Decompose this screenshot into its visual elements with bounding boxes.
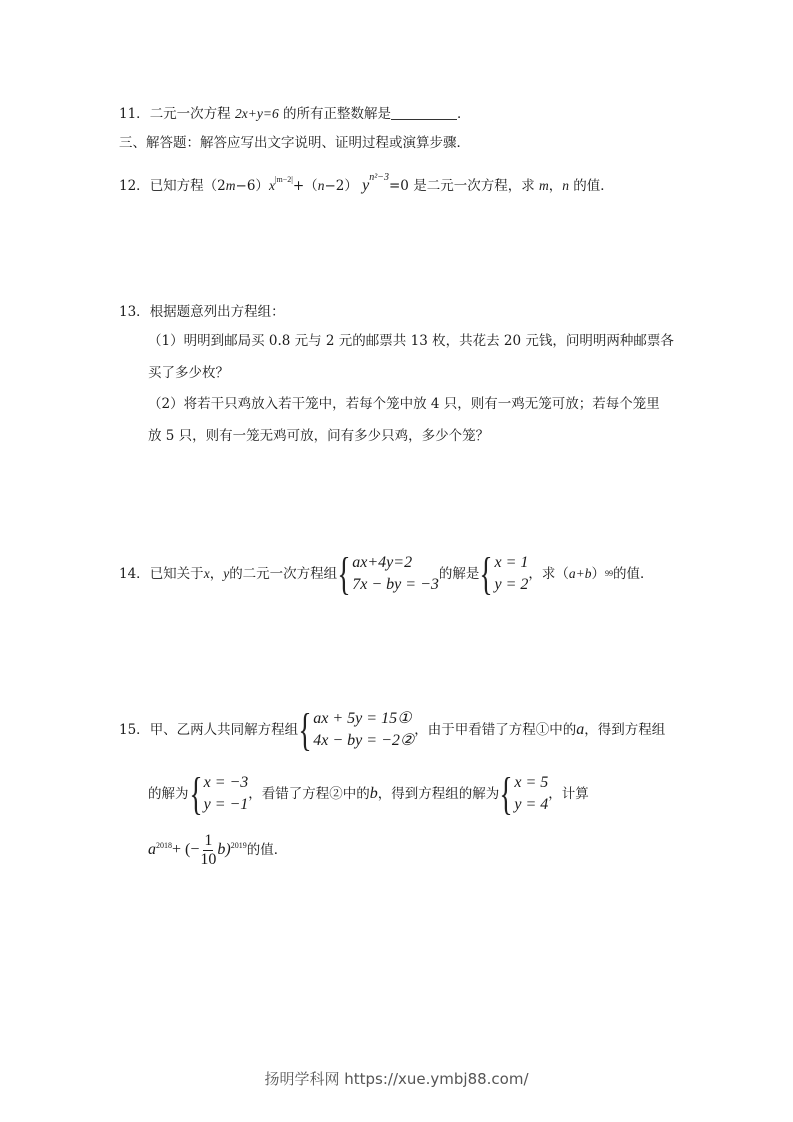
question-text: 的二元一次方程组 [229,566,338,582]
fraction [200,832,216,869]
expression: a+b [568,566,592,581]
solution-system-2 [499,768,549,819]
question-number: 14． [119,566,150,582]
solution-row: y = 2 [494,576,529,593]
equation-system [298,704,415,755]
equation-system [337,548,439,599]
question-15 [119,706,665,754]
question-text: ） [591,566,605,582]
question-text: −6） [235,178,269,194]
question-number: 15． [119,722,150,738]
variable-n: n [317,178,325,193]
variable-m: m [225,178,236,193]
period: ． [457,106,471,122]
question-text: =0 是二元一次方程，求 [389,178,539,194]
question-text: 的解是 [438,566,480,582]
question-text: 的所有正整数解是 [278,106,391,122]
question-text: 二元一次方程 [149,106,235,122]
variable-b: b [369,785,378,802]
question-text: ，得到方程组的解为 [377,786,500,802]
equation-row: 4x − by = −2② [313,732,415,749]
q13-part2-line2: 放 5 只，则有一笼无鸡可放，问有多少只鸡，多少个笼？ [148,428,490,444]
question-text: ， [548,178,563,194]
question-text: ，求（ [528,566,569,582]
variable-m: m [538,178,549,193]
q13-part2-line1: （2）将若干只鸡放入若干笼中，若每个笼中放 4 只，则有一鸡无笼可放；若每个笼里 [148,396,660,412]
exponent: 2019 [230,841,247,850]
variable-a: a [576,721,585,738]
variable-y: y [223,566,230,581]
question-number: 12． [119,178,150,194]
question-12 [119,168,614,196]
question-text: 的解为 [148,786,189,802]
left-brace-icon: { [188,768,203,819]
question-text: 的值． [246,842,288,858]
solution-row: x = 1 [494,554,529,571]
left-brace-icon: { [337,548,351,599]
question-text: ，计算 [548,786,589,802]
left-brace-icon: { [298,704,312,755]
equation-row: ax + 5y = 15① [313,710,412,727]
variable-b: b) [217,841,231,858]
question-text: 甲、乙两人共同解方程组 [149,722,299,738]
question-text: 根据题意列出方程组： [149,304,285,320]
q13-part1-line1: （1）明明到邮局买 0.8 元与 2 元的邮票共 13 枚，共花去 20 元钱，问明明两种邮票各 [148,333,674,349]
variable-x: x [203,566,210,581]
exponent: 99 [605,569,613,578]
operator: + (− [172,841,200,858]
solution-row: x = 5 [514,774,549,791]
question-text: ， [209,566,224,582]
question-text: 的值． [613,566,654,582]
left-brace-icon: { [479,548,494,599]
variable-y: y [362,177,370,194]
equation-row: ax+4y=2 [352,554,413,571]
question-text: +（ [292,178,318,194]
exponent: 2018 [156,841,172,850]
numerator: 1 [204,831,213,849]
solution-system-1 [188,768,249,819]
q13-part1-line2: 买了多少枚？ [148,365,229,381]
question-14 [119,550,654,598]
variable-n: n [562,178,569,193]
solution-row: y = −1 [203,796,249,813]
q15-line2 [148,770,589,818]
answer-blank[interactable] [391,105,457,120]
exponent: n²−3 [369,172,389,183]
solution-row: x = −3 [203,774,249,791]
left-brace-icon: { [499,768,513,819]
question-number: 11． [119,106,150,122]
solution-row: y = 4 [514,796,549,813]
footer-watermark: 扬明学科网 https://xue.ymbj88.com/ [264,1070,529,1088]
question-text: 已知方程（2 [149,178,226,194]
question-text: ，得到方程组 [584,722,666,738]
question-11 [119,104,471,124]
exponent: |m−2| [274,175,293,184]
q15-line3 [148,828,287,872]
equation: 2x+y=6 [234,106,279,121]
question-text: −2） [324,178,358,194]
solution-system [479,548,529,599]
question-text: ，看错了方程②中的 [248,786,370,802]
section-heading: 三、解答题：解答应写出文字说明、证明过程或演算步骤． [119,135,470,151]
variable-x: x [268,178,275,193]
question-text: 已知关于 [149,566,204,582]
variable-a: a [148,841,156,858]
question-13 [119,302,285,322]
question-text: ，由于甲看错了方程①中的 [414,722,577,738]
denominator: 10 [200,850,217,868]
question-number: 13． [119,304,150,320]
equation-row: 7x − by = −3 [352,576,439,593]
question-text: 的值． [568,178,614,194]
